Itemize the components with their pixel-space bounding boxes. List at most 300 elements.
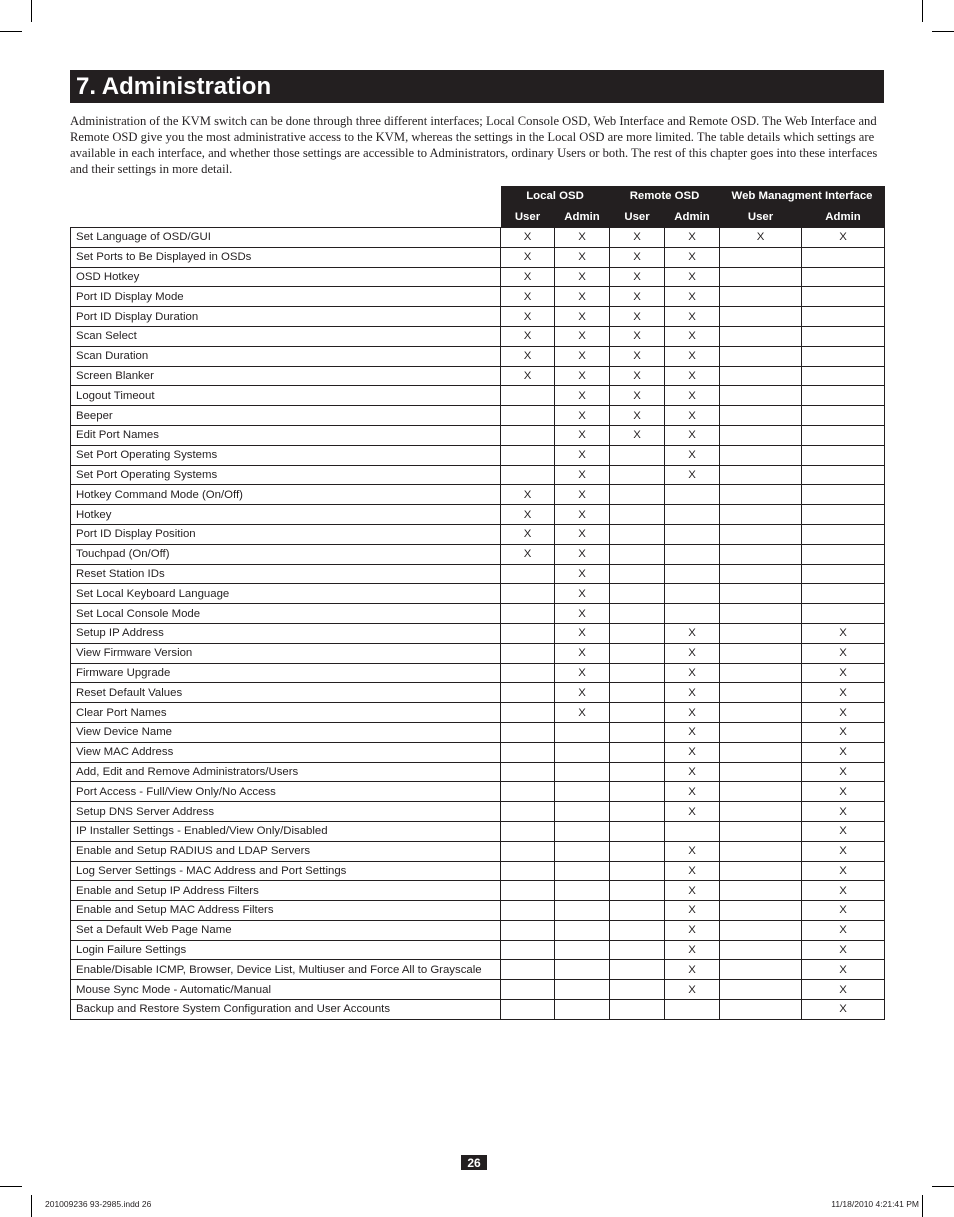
cell-web-user [720,425,802,445]
cell-remote-admin: X [665,742,720,762]
cell-local-user [501,881,555,901]
setting-label: Enable and Setup RADIUS and LDAP Servers [71,841,501,861]
cell-local-admin [555,960,610,980]
table-row [71,386,885,406]
cell-local-admin: X [555,564,610,584]
cell-remote-user [610,663,665,683]
table-row [71,564,885,584]
cell-local-admin: X [555,326,610,346]
cell-remote-user: X [610,326,665,346]
cell-remote-user [610,683,665,703]
cell-web-admin: X [802,643,885,663]
table-row [71,742,885,762]
cell-remote-user: X [610,267,665,287]
cell-remote-admin: X [665,465,720,485]
cell-web-user [720,703,802,723]
cell-remote-user [610,1000,665,1020]
cell-remote-admin [665,584,720,604]
cell-local-user [501,722,555,742]
cell-web-user [720,960,802,980]
cell-local-admin [555,742,610,762]
setting-label: Beeper [71,406,501,426]
cell-web-admin [802,267,885,287]
cell-remote-user: X [610,247,665,267]
group-header-remote-osd: Remote OSD [610,186,720,206]
cell-remote-admin: X [665,703,720,723]
cell-web-user [720,445,802,465]
setting-label: Set Ports to Be Displayed in OSDs [71,247,501,267]
cell-remote-admin: X [665,228,720,248]
cell-local-user [501,406,555,426]
setting-label: Scan Select [71,326,501,346]
table-row [71,821,885,841]
settings-access-table [70,186,885,1020]
cell-remote-user [610,841,665,861]
cell-web-user [720,465,802,485]
cell-web-admin [802,406,885,426]
cell-local-user: X [501,544,555,564]
cell-web-user: X [720,228,802,248]
cell-remote-user [610,445,665,465]
setting-label: OSD Hotkey [71,267,501,287]
setting-label: Hotkey Command Mode (On/Off) [71,485,501,505]
setting-label: Set Local Keyboard Language [71,584,501,604]
cell-remote-user [610,564,665,584]
cell-web-admin [802,386,885,406]
cell-web-user [720,643,802,663]
footer-file-info: 201009236 93-2985.indd 26 [45,1199,152,1209]
cell-remote-admin: X [665,980,720,1000]
setting-label: Clear Port Names [71,703,501,723]
cell-web-admin [802,287,885,307]
setting-label: Set Local Console Mode [71,604,501,624]
cell-local-user: X [501,366,555,386]
cell-web-admin: X [802,901,885,921]
setting-label: Edit Port Names [71,425,501,445]
setting-label: Backup and Restore System Configuration and User Accounts [71,1000,501,1020]
cell-local-user [501,386,555,406]
subheader-local-user: User [501,206,555,228]
cell-remote-admin [665,485,720,505]
crop-mark [0,1186,22,1187]
cell-remote-user [610,881,665,901]
intro-paragraph: Administration of the KVM switch can be done through three different interfaces; Local Console OSD, Web Interface and Remote OSD. The Web Interface and Remote OSD give you the most administrative access to the KVM, whereas the settings in the Local OSD are more limited. The table details which settings are available in each interface, and whether those settings are accessible to Administrators, ordinary Users or both. The rest of this chapter goes into these interfaces and their settings in more detail. [70,114,878,176]
table-row [71,287,885,307]
cell-web-admin [802,425,885,445]
setting-label: Touchpad (On/Off) [71,544,501,564]
cell-remote-user [610,802,665,822]
cell-web-admin [802,247,885,267]
setting-label: Enable and Setup IP Address Filters [71,881,501,901]
table-row [71,722,885,742]
setting-label: Reset Station IDs [71,564,501,584]
cell-remote-admin: X [665,762,720,782]
cell-local-admin: X [555,505,610,525]
cell-remote-user [610,960,665,980]
setting-label: View MAC Address [71,742,501,762]
cell-web-admin [802,604,885,624]
cell-local-admin [555,1000,610,1020]
cell-local-admin: X [555,267,610,287]
table-row [71,683,885,703]
cell-local-admin: X [555,247,610,267]
cell-remote-user: X [610,228,665,248]
cell-web-user [720,524,802,544]
cell-local-user [501,841,555,861]
cell-web-admin: X [802,980,885,1000]
cell-web-admin: X [802,722,885,742]
cell-web-user [720,663,802,683]
cell-remote-admin: X [665,307,720,327]
cell-web-user [720,980,802,1000]
cell-remote-user [610,643,665,663]
setting-label: Setup IP Address [71,623,501,643]
cell-remote-admin: X [665,406,720,426]
cell-local-admin [555,782,610,802]
table-row [71,307,885,327]
cell-web-user [720,326,802,346]
cell-remote-user [610,544,665,564]
cell-local-user [501,623,555,643]
cell-local-admin [555,980,610,1000]
cell-local-user [501,742,555,762]
cell-remote-admin: X [665,287,720,307]
cell-remote-admin: X [665,623,720,643]
cell-remote-user [610,861,665,881]
table-row [71,762,885,782]
cell-local-admin: X [555,584,610,604]
cell-local-admin [555,881,610,901]
crop-mark [932,31,954,32]
group-header-web-interface: Web Managment Interface [720,186,885,206]
cell-local-user [501,663,555,683]
cell-web-admin [802,564,885,584]
cell-local-admin: X [555,425,610,445]
cell-remote-user [610,604,665,624]
cell-remote-admin [665,604,720,624]
cell-local-admin: X [555,346,610,366]
cell-web-user [720,841,802,861]
cell-local-admin: X [555,663,610,683]
subheader-local-admin: Admin [555,206,610,228]
table-group-header-row [71,186,885,206]
setting-label: Enable and Setup MAC Address Filters [71,901,501,921]
setting-label: Port ID Display Duration [71,307,501,327]
cell-remote-admin: X [665,861,720,881]
cell-remote-user: X [610,406,665,426]
setting-label: IP Installer Settings - Enabled/View Only/Disabled [71,821,501,841]
cell-web-admin: X [802,623,885,643]
table-row [71,228,885,248]
cell-local-user [501,802,555,822]
cell-remote-user [610,722,665,742]
cell-remote-admin: X [665,683,720,703]
cell-remote-admin: X [665,247,720,267]
footer-timestamp: 11/18/2010 4:21:41 PM [831,1199,919,1209]
cell-local-user: X [501,505,555,525]
cell-web-user [720,564,802,584]
group-header-local-osd: Local OSD [501,186,610,206]
subheader-web-user: User [720,206,802,228]
cell-remote-user: X [610,346,665,366]
cell-remote-user: X [610,425,665,445]
setting-label: View Device Name [71,722,501,742]
cell-remote-admin [665,544,720,564]
cell-local-user: X [501,287,555,307]
cell-remote-admin: X [665,326,720,346]
cell-local-admin: X [555,406,610,426]
cell-remote-user [610,742,665,762]
cell-remote-admin: X [665,643,720,663]
cell-web-admin [802,366,885,386]
setting-label: Login Failure Settings [71,940,501,960]
setting-label: Port ID Display Mode [71,287,501,307]
cell-remote-user: X [610,287,665,307]
table-row [71,544,885,564]
cell-local-user: X [501,307,555,327]
cell-remote-admin: X [665,425,720,445]
cell-local-user [501,821,555,841]
setting-label: Scan Duration [71,346,501,366]
cell-local-admin [555,940,610,960]
setting-label: Enable/Disable ICMP, Browser, Device List, Multiuser and Force All to Grayscale [71,960,501,980]
table-row [71,505,885,525]
table-row [71,960,885,980]
cell-local-admin [555,920,610,940]
setting-label: Logout Timeout [71,386,501,406]
cell-remote-user: X [610,386,665,406]
cell-remote-user [610,524,665,544]
table-row [71,782,885,802]
table-row [71,703,885,723]
cell-remote-user [610,821,665,841]
cell-web-user [720,623,802,643]
cell-local-admin: X [555,544,610,564]
cell-web-user [720,782,802,802]
table-row [71,247,885,267]
cell-remote-admin: X [665,722,720,742]
cell-remote-admin: X [665,663,720,683]
cell-local-admin: X [555,485,610,505]
cell-remote-user [610,980,665,1000]
cell-web-user [720,881,802,901]
cell-web-admin: X [802,821,885,841]
table-body [71,228,885,1020]
table-row [71,861,885,881]
setting-label: Set Port Operating Systems [71,445,501,465]
subheader-web-admin: Admin [802,206,885,228]
cell-local-user [501,445,555,465]
cell-web-admin: X [802,782,885,802]
cell-local-admin [555,802,610,822]
cell-local-user: X [501,247,555,267]
cell-local-user [501,564,555,584]
table-row [71,326,885,346]
cell-web-admin [802,524,885,544]
cell-web-admin [802,307,885,327]
cell-web-admin: X [802,228,885,248]
setting-label: Set Language of OSD/GUI [71,228,501,248]
table-row [71,802,885,822]
crop-mark [932,1186,954,1187]
table-row [71,920,885,940]
cell-remote-admin [665,524,720,544]
setting-label: Screen Blanker [71,366,501,386]
setting-label: View Firmware Version [71,643,501,663]
cell-web-user [720,287,802,307]
setting-label: Firmware Upgrade [71,663,501,683]
table-row [71,841,885,861]
cell-remote-admin: X [665,802,720,822]
cell-remote-admin: X [665,940,720,960]
cell-remote-user: X [610,307,665,327]
cell-web-user [720,901,802,921]
table-row [71,425,885,445]
cell-local-user: X [501,485,555,505]
cell-remote-admin: X [665,346,720,366]
cell-local-admin: X [555,643,610,663]
cell-web-user [720,485,802,505]
table-row [71,881,885,901]
cell-local-admin: X [555,307,610,327]
cell-web-admin: X [802,683,885,703]
cell-remote-user [610,920,665,940]
cell-web-admin: X [802,762,885,782]
cell-local-admin [555,821,610,841]
table-row [71,445,885,465]
cell-web-admin [802,544,885,564]
cell-remote-admin: X [665,881,720,901]
cell-web-user [720,802,802,822]
cell-web-admin: X [802,802,885,822]
cell-remote-user [610,505,665,525]
cell-local-admin [555,841,610,861]
cell-web-admin: X [802,1000,885,1020]
cell-local-user [501,425,555,445]
cell-web-user [720,505,802,525]
cell-web-user [720,346,802,366]
cell-local-user [501,604,555,624]
cell-local-user [501,683,555,703]
cell-remote-user [610,703,665,723]
cell-local-user: X [501,326,555,346]
cell-local-user [501,465,555,485]
table-row [71,663,885,683]
cell-local-user: X [501,267,555,287]
crop-mark [922,0,923,22]
cell-local-user: X [501,228,555,248]
cell-web-user [720,406,802,426]
cell-remote-admin: X [665,267,720,287]
cell-remote-user [610,485,665,505]
cell-web-user [720,683,802,703]
cell-local-admin [555,722,610,742]
cell-local-user: X [501,346,555,366]
setting-label: Log Server Settings - MAC Address and Port Settings [71,861,501,881]
cell-web-user [720,1000,802,1020]
page-number: 26 [467,1155,481,1170]
table-row [71,1000,885,1020]
cell-local-user [501,960,555,980]
cell-local-admin: X [555,703,610,723]
table-row [71,346,885,366]
cell-web-admin [802,326,885,346]
cell-web-admin: X [802,960,885,980]
cell-web-admin: X [802,881,885,901]
table-row [71,524,885,544]
cell-web-admin: X [802,742,885,762]
cell-local-user: X [501,524,555,544]
setting-label: Reset Default Values [71,683,501,703]
cell-local-admin [555,762,610,782]
cell-local-admin: X [555,287,610,307]
setting-label: Set Port Operating Systems [71,465,501,485]
cell-web-admin: X [802,920,885,940]
cell-local-admin: X [555,604,610,624]
setting-label: Port ID Display Position [71,524,501,544]
cell-web-user [720,722,802,742]
crop-mark [0,31,22,32]
cell-web-admin: X [802,703,885,723]
cell-remote-user [610,584,665,604]
table-row [71,643,885,663]
cell-local-admin: X [555,228,610,248]
cell-local-user [501,1000,555,1020]
cell-local-admin: X [555,465,610,485]
table-row [71,366,885,386]
cell-web-admin [802,346,885,366]
table-row [71,901,885,921]
cell-local-user [501,920,555,940]
cell-remote-admin [665,1000,720,1020]
cell-local-admin: X [555,366,610,386]
cell-remote-admin [665,564,720,584]
cell-local-user [501,901,555,921]
cell-web-user [720,861,802,881]
page-number-badge [461,1155,487,1170]
section-title-bar [70,70,884,103]
cell-web-user [720,267,802,287]
cell-web-user [720,821,802,841]
crop-mark [922,1195,923,1217]
cell-local-admin [555,861,610,881]
cell-local-user [501,762,555,782]
cell-web-admin: X [802,841,885,861]
cell-web-admin [802,485,885,505]
cell-remote-user: X [610,366,665,386]
setting-label: Set a Default Web Page Name [71,920,501,940]
cell-web-user [720,386,802,406]
cell-web-admin [802,445,885,465]
cell-local-admin: X [555,386,610,406]
setting-label: Setup DNS Server Address [71,802,501,822]
table-row [71,980,885,1000]
setting-label: Port Access - Full/View Only/No Access [71,782,501,802]
cell-web-admin: X [802,861,885,881]
cell-local-admin: X [555,524,610,544]
setting-label: Mouse Sync Mode - Automatic/Manual [71,980,501,1000]
cell-local-user [501,980,555,1000]
setting-label: Hotkey [71,505,501,525]
cell-remote-admin: X [665,920,720,940]
table-row [71,604,885,624]
cell-remote-admin: X [665,901,720,921]
cell-local-user [501,703,555,723]
cell-web-user [720,247,802,267]
cell-remote-user [610,465,665,485]
cell-remote-admin: X [665,445,720,465]
table-row [71,406,885,426]
